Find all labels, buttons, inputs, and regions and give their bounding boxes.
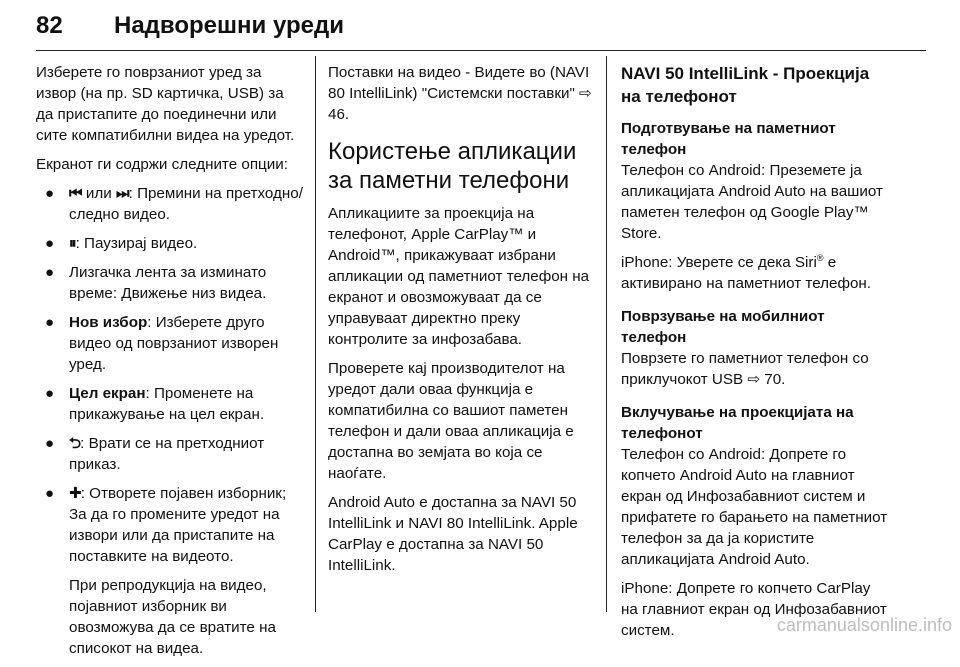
list-item [36, 183, 304, 225]
step-title: Подготвување на паметниот телефон [621, 120, 836, 158]
body-paragraph: Апликациите за проекција на телефонот, Apple CarPlay™ и Android™, прикажуваат избрани апликации од паметниот телефон на екранот и овозможуваат да се управуваат директно преку контролите за инфозабава. [328, 205, 590, 348]
column-1 [36, 62, 304, 667]
subsection-heading: NAVI 50 IntelliLink - Проекција на телефонот [621, 64, 870, 106]
bullet-icon: ● [45, 385, 55, 402]
bullet-icon: ● [45, 435, 55, 452]
step-title: Вклучување на проекцијата на телефонот [621, 404, 854, 442]
list-item [36, 483, 304, 659]
body-paragraph: Проверете кај производителот на уредот дали оваа функција е компатибилна со вашиот паметен телефон и дали оваа апликација е достапна во земјата во која се наоѓате. [328, 360, 574, 482]
column-divider-2 [606, 56, 607, 612]
column-3 [621, 62, 889, 649]
options-list [36, 183, 304, 659]
watermark: carmanualsonline.info [776, 615, 952, 635]
plus-icon: ✚ [69, 485, 81, 502]
bullet-icon: ● [45, 314, 55, 331]
option-text: или [81, 185, 116, 202]
page-header [36, 12, 926, 50]
list-item [36, 433, 304, 475]
bullet-icon: ● [45, 235, 55, 252]
option-label: Цел екран [69, 385, 146, 402]
option-text: : Променете на прикажување на цел екран. [69, 385, 265, 423]
body-paragraph [621, 252, 889, 294]
skip-next-icon: ⏭ [115, 185, 129, 202]
list-item [36, 312, 304, 375]
option-text: : Паузирај видео. [75, 235, 198, 252]
column-2 [328, 62, 592, 584]
option-text: : Премини на претходно/следно видео. [69, 185, 303, 223]
option-extra-paragraph: При репродукција на видео, појавниот изборник ви овозможува да се вратите на списокот на видеа. [69, 577, 276, 657]
option-text: : Изберете друго видео од поврзаниот изворен уред. [69, 314, 279, 373]
page-title: Надворешни уреди [114, 12, 344, 39]
bullet-icon: ● [45, 185, 55, 202]
back-arrow-icon: ⮌ [69, 435, 81, 452]
column-divider-1 [315, 56, 316, 612]
option-label: Нов избор [69, 314, 148, 331]
list-item [36, 233, 304, 254]
option-text: : Врати се на претходниот приказ. [69, 435, 265, 473]
body-paragraph: Телефон со Android: Допрете го копчето Android Auto на главниот екран од Инфозабавниот систем и прифатете го барањето на паметниот телефон за да ја користите апликацијата Android Auto. [621, 446, 888, 568]
page-number: 82 [36, 12, 63, 39]
section-heading: Користење апликации за паметни телефони [328, 138, 577, 194]
video-settings-paragraph: Поставки на видео - Видете во (NAVI 80 IntelliLink) "Системски поставки" ⇨ 46. [328, 64, 592, 123]
option-text: Лизгачка лента за изминато време: Движење низ видеа. [69, 264, 267, 302]
step-title: Поврзување на мобилниот телефон [621, 308, 825, 346]
option-text: : Отворете појавен изборник; За да го промените уредот на извори или да пристапите на поставките на видеото. [69, 485, 287, 565]
bullet-icon: ● [45, 264, 55, 281]
skip-previous-icon: ⏮ [69, 185, 82, 202]
intro-paragraph: Изберете го поврзаниот уред за извор (на пр. SD картичка, USB) за да пристапите до поединечни или сите компатибилни видеа на уредот. [36, 64, 295, 144]
text-part: iPhone: Уверете се дека Siri [621, 254, 817, 271]
body-paragraph: iPhone: Допрете го копчето CarPlay на главниот екран од Инфозабавниот систем. [621, 580, 887, 639]
options-lead: Екранот ги содржи следните опции: [36, 156, 288, 173]
header-divider [36, 50, 926, 51]
list-item [36, 383, 304, 425]
bullet-icon: ● [45, 485, 55, 502]
body-paragraph: Телефон со Android: Преземете ја апликацијата Android Auto на вашиот паметен телефон од Google Play™ Store. [621, 162, 883, 242]
body-paragraph: Поврзете го паметниот телефон со приклучокот USB ⇨ 70. [621, 350, 869, 388]
list-item [36, 262, 304, 304]
registered-mark: ® [816, 252, 824, 263]
text-part: е активирано на паметниот телефон. [621, 254, 872, 292]
pause-icon: ⏸ [69, 235, 76, 252]
body-paragraph: Android Auto е достапна за NAVI 50 IntelliLink и NAVI 80 IntelliLink. Apple CarPlay е достапна за NAVI 50 IntelliLink. [328, 494, 578, 574]
